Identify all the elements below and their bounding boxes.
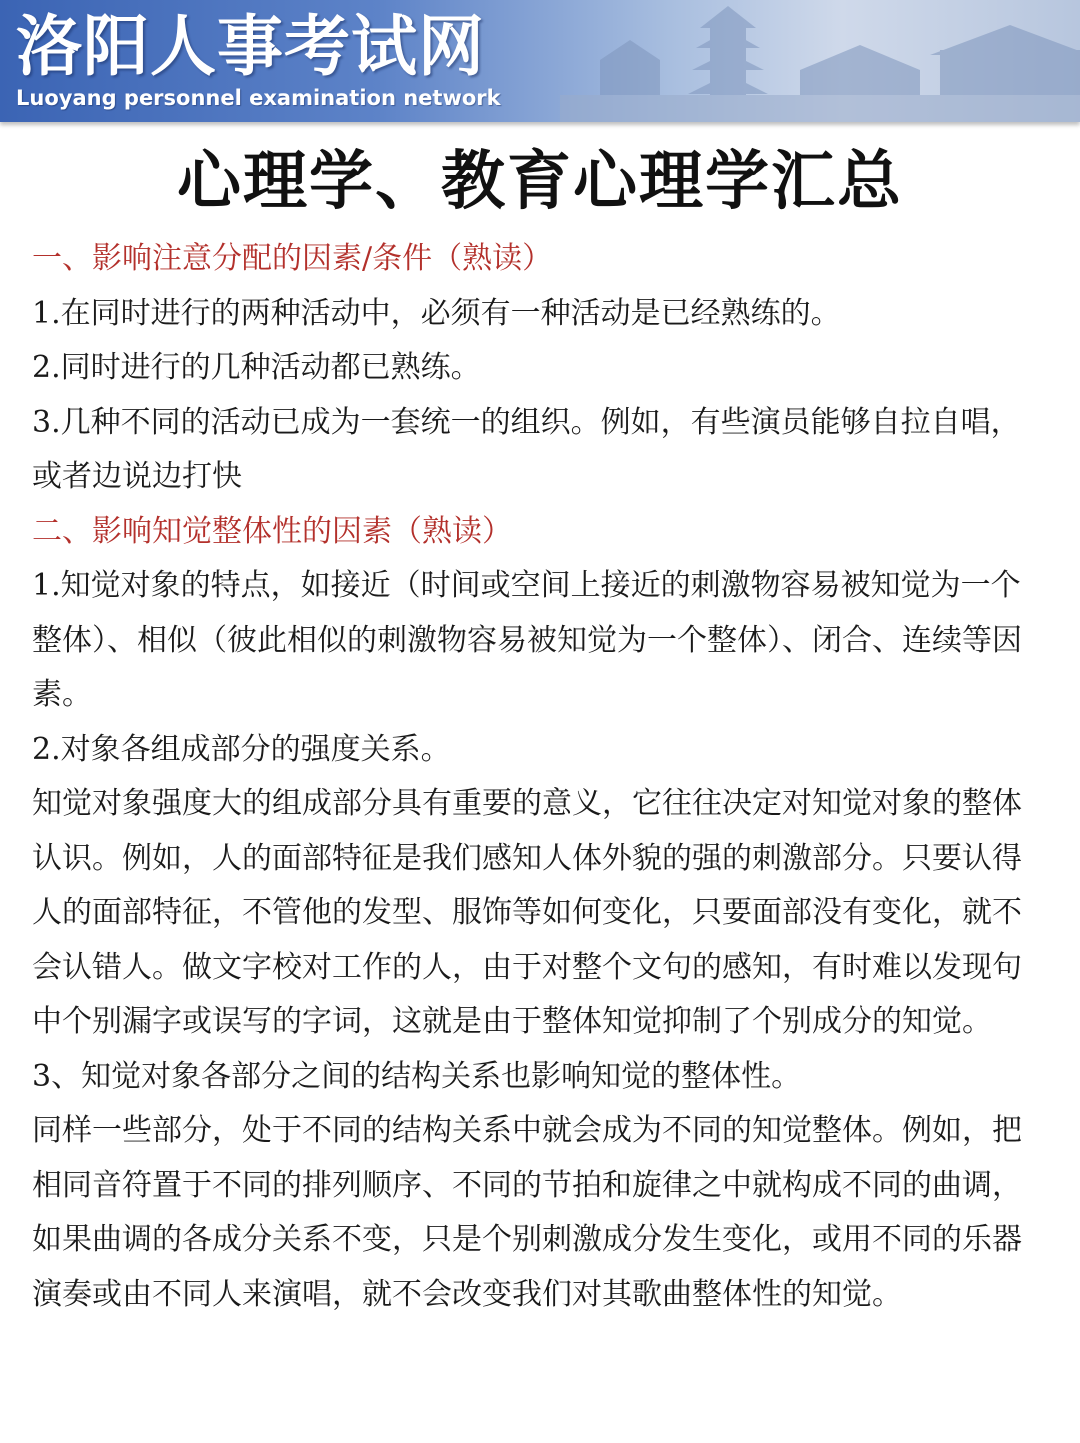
site-banner — [0, 0, 1080, 122]
paragraph: 知觉对象强度大的组成部分具有重要的意义，它往往决定对知觉对象的整体认识。例如，人的面部特征是我们感知人体外貌的强的刺激部分。只要认得人的面部特征，不管他的发型、服饰等如何变化，只要面部没有变化，就不会认错人。做文字校对工作的人，由于对整个文句的感知，有时难以发现句中个别漏字或误写的字词，这就是由于整体知觉抑制了个别成分的知觉。 — [32, 786, 1022, 1039]
paragraph: 3.几种不同的活动已成为一套统一的组织。例如，有些演员能够自拉自唱，或者边说边打快 — [32, 404, 1021, 494]
paragraph: 同样一些部分，处于不同的结构关系中就会成为不同的知觉整体。例如，把相同音符置于不同的排列顺序、不同的节拍和旋律之中就构成不同的曲调，如果曲调的各成分关系不变，只是个别刺激成分发生变化，或用不同的乐器演奏或由不同人来演唱，就不会改变我们对其歌曲整体性的知觉。 — [32, 1113, 1022, 1312]
section-heading: 一、影响注意分配的因素/条件（熟读） — [32, 241, 553, 276]
article-body — [32, 232, 1032, 1322]
section-heading: 二、影响知觉整体性的因素（熟读） — [32, 513, 512, 549]
site-logo-title[interactable]: 洛阳人事考试网 — [16, 8, 485, 85]
page-title: 心理学、教育心理学汇总 — [177, 145, 903, 219]
paragraph: 2.同时进行的几种活动都已熟练。 — [32, 350, 481, 385]
site-logo-subtitle: Luoyang personnel examination network — [16, 86, 501, 110]
paragraph: 1.知觉对象的特点，如接近（时间或空间上接近的刺激物容易被知觉为一个整体）、相似（彼此相似的刺激物容易被知觉为一个整体）、闭合、连续等因素。 — [32, 568, 1022, 712]
pagoda-skyline-illustration — [560, 0, 1080, 122]
paragraph: 2.对象各组成部分的强度关系。 — [32, 731, 451, 767]
paragraph: 3、知觉对象各部分之间的结构关系也影响知觉的整体性。 — [32, 1058, 802, 1094]
paragraph: 1.在同时进行的两种活动中，必须有一种活动是已经熟练的。 — [32, 295, 841, 331]
